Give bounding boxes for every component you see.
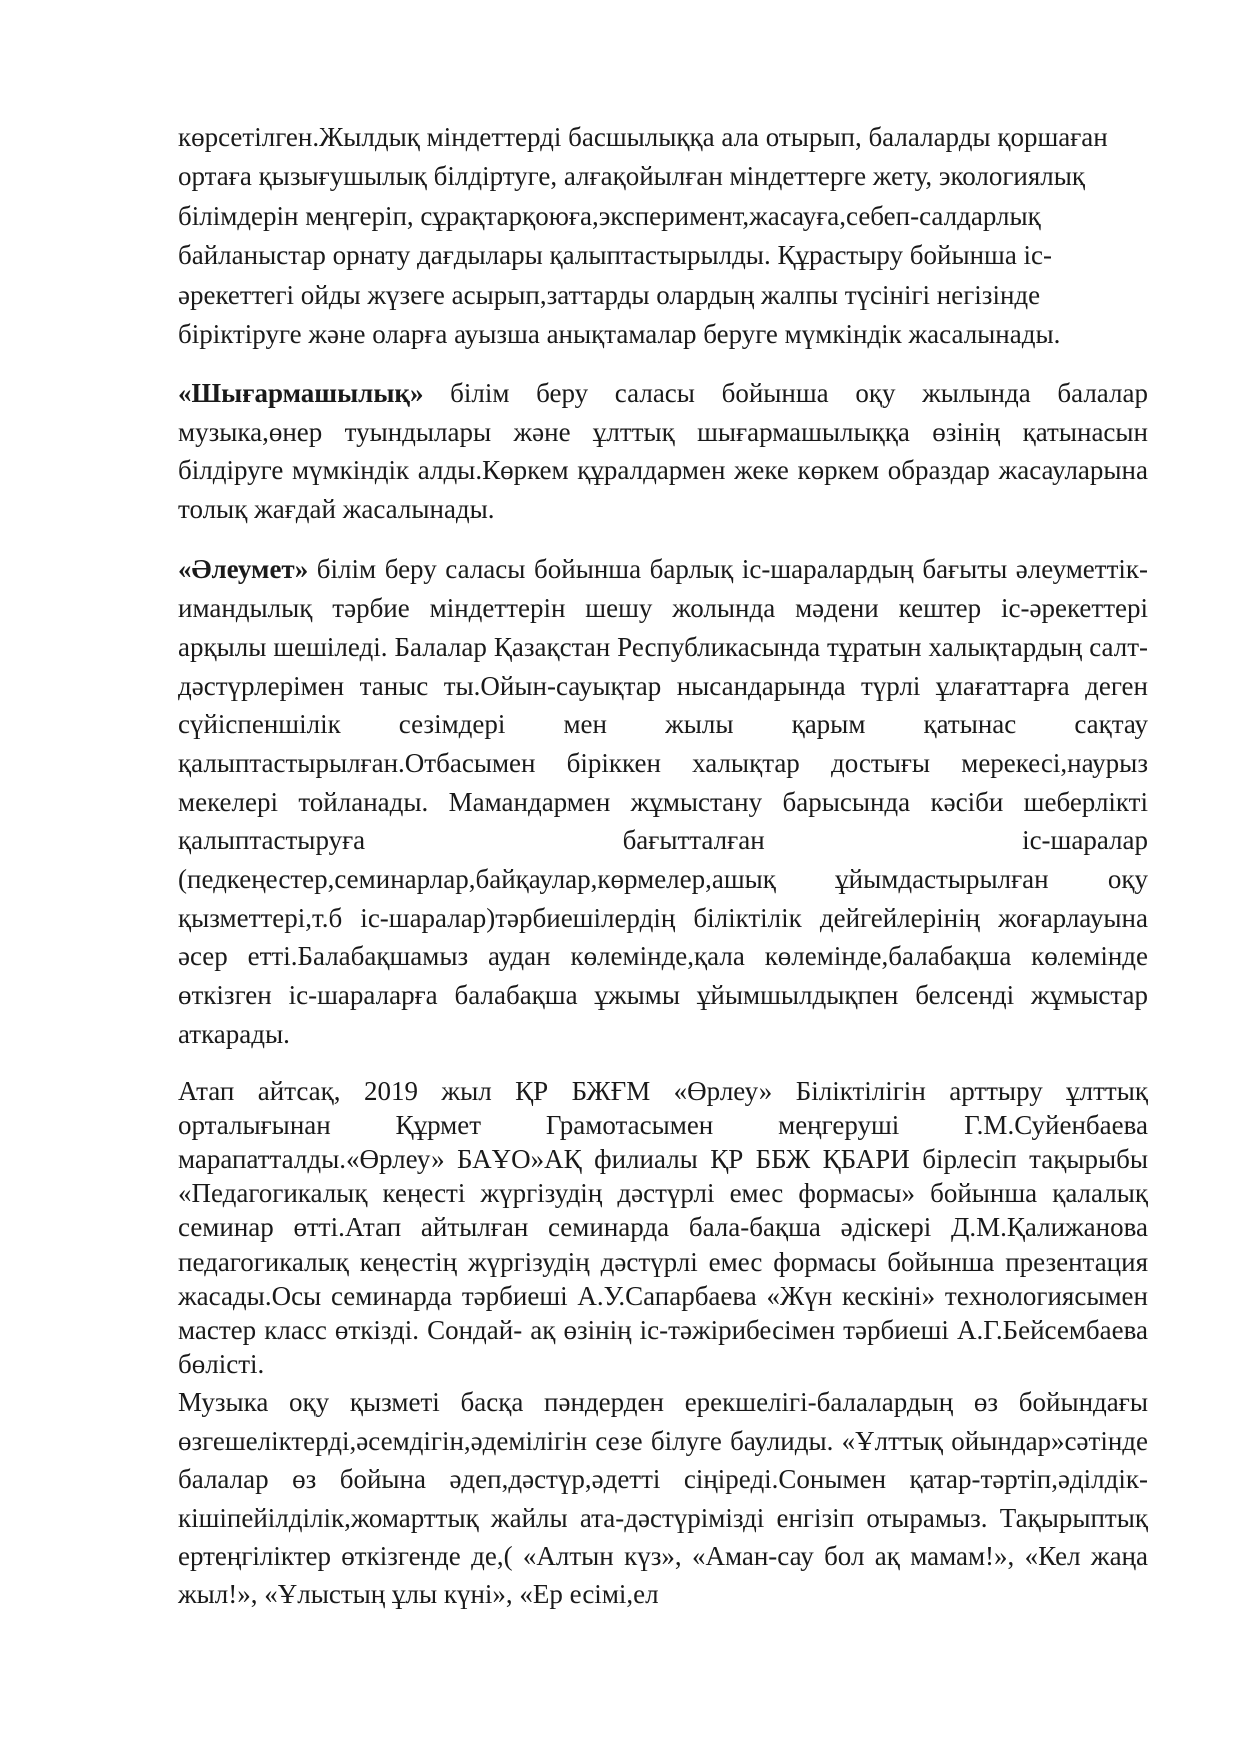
paragraph-creativity-text: білім беру саласы бойынша оқу жылында балалар музыка,өнер туындылары және ұлттық шығармашылыққа өзінің қатынасын білдіруге мүмкіндік алды.Көркем құралдармен жеке көркем образдар жасауларына толық жағдай жасалынады. (178, 378, 1148, 524)
paragraph-creativity (178, 374, 1148, 528)
paragraph-1: көрсетілген.Жылдық міндеттерді басшылыққа ала отырып, балаларды қоршаған ортаға қызығушылық білдіртуге, алғақойылған міндеттерге жету, экологиялық білімдерін меңгеріп, сұрақтарқоюға,эксперимент,жасауға,себеп-салдарлық байланыстар орнату дағдылары қалыптастырылды. Құрастыру бойынша іс-әрекеттегі ойды жүзеге асырып,заттарды олардың жалпы түсінігі негізінде біріктіруге және оларға ауызша анықтамалар беруге мүмкіндік жасалынады. (178, 122, 1108, 350)
heading-creativity: «Шығармашылық» (178, 378, 424, 409)
document-page (178, 118, 1148, 1614)
paragraph-achievements: Атап айтсақ, 2019 жыл ҚР БЖҒМ «Өрлеу» Біліктілігін арттыру ұлттық орталығынан Құрмет Грамотасымен меңгеруші Г.М.Суйенбаева марапатталды.«Өрлеу» БАҰО»АҚ филиалы ҚР ББЖ ҚБАРИ бірлесіп тақырыбы «Педагогикалық кеңесті жүргізудің дәстүрлі емес формасы» бойынша қалалық семинар өтті.Атап айтылған семинарда бала-бақша әдіскері Д.М.Қалижанова педагогикалық кеңестің жүргізудің дәстүрлі емес формасы бойынша презентация жасады.Осы семинарда тәрбиеші А.У.Сапарбаева «Жүн кескіні» технологиясымен мастер класс өткізді. Сондай- ақ өзінің іс-тәжірибесімен тәрбиеші А.Г.Бейсембаева бөлісті. (178, 1075, 1148, 1380)
heading-social: «Әлеумет» (178, 554, 309, 585)
paragraph-social-text: білім беру саласы бойынша барлық іс-шаралардың бағыты әлеуметтік-имандылық тәрбие міндеттерін шешу жолында мәдени кештер іс-әрекеттері арқылы шешіледі. Балалар Қазақстан Республикасында тұратын халықтардың салт-дәстүрлерімен таныс ты.Ойын-сауықтар нысандарында түрлі ұлағаттарға деген сүйіспеншілік сезімдері мен жылы қарым қатынас сақтау қалыптастырылған.Отбасымен біріккен халықтар достығы мерекесі,наурыз мекелері тойланады. Мамандармен жұмыстану барысында кәсіби шеберлікті қалыптастыруға бағытталған іс-шаралар (педкеңестер,семинарлар,байқаулар,көрмелер,ашық ұйымдастырылған оқу қызметтері,т.б іс-шаралар)тәрбиешілердің біліктілік дейгейлерінің жоғарлауына әсер етті.Балабақшамыз аудан көлемінде,қала көлемінде,балабақша көлемінде өткізген іс-шараларға балабақша ұжымы ұйымшылдықпен белсенді жұмыстар аткарады. (178, 554, 1148, 1049)
paragraph-music: Музыка оқу қызметі басқа пәндерден ерекшелігі-балалардың өз бойындағы өзгешеліктерді,әсемдігін,әдемілігін сезе білуге баулиды. «Ұлттық ойындар»сәтінде балалар өз бойына әдеп,дәстүр,әдетті сіңіреді.Сонымен қатар-тәртіп,әділдік-кішіпейілділік,жомарттық жайлы ата-дәстүрімізді енгізіп отырамыз. Тақырыптық ертеңгіліктер өткізгенде де,( «Алтын күз», «Аман-сау бол ақ мамам!», «Кел жаңа жыл!», «Ұлыстың ұлы күні», «Ер есімі,ел (178, 1387, 1148, 1610)
paragraph-social (178, 550, 1148, 1053)
